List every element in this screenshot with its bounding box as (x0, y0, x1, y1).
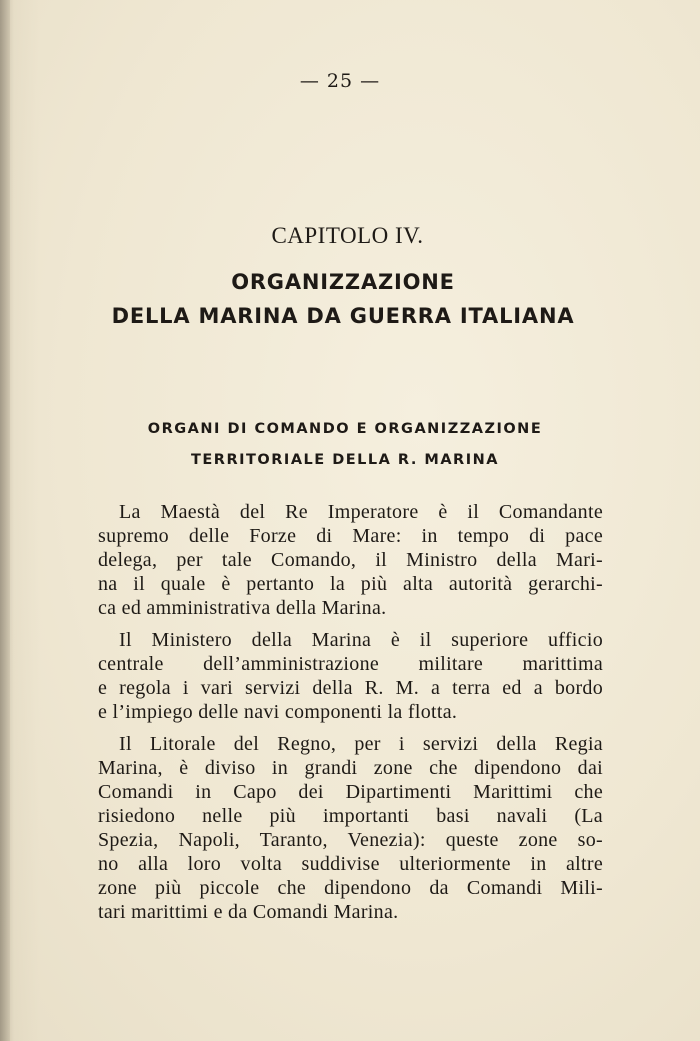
chapter-title-line: DELLA MARINA DA GUERRA ITALIANA (111, 304, 575, 328)
text-line: Comandi in Capo dei Dipartimenti Marittimi che (98, 781, 603, 803)
paragraph (98, 732, 603, 924)
section-heading-line: ORGANI DI COMANDO E ORGANIZZAZIONE (147, 421, 543, 437)
chapter-label: CAPITOLO IV. (271, 223, 424, 248)
text-line: e l’impiego delle navi componenti la flotta. (98, 701, 458, 723)
text-line: Marina, è diviso in grandi zone che dipendono dai (98, 757, 603, 779)
text-line: e regola i vari servizi della R. M. a terra ed a bordo (98, 677, 603, 699)
text-line: na il quale è pertanto la più alta autorità gerarchi- (98, 573, 603, 595)
chapter-title-line: ORGANIZZAZIONE (231, 270, 455, 294)
section-heading-line: TERRITORIALE DELLA R. MARINA (191, 452, 499, 468)
paragraph (98, 628, 603, 724)
body-text (98, 500, 603, 924)
section-heading (0, 414, 690, 476)
text-line: La Maestà del Re Imperatore è il Comandante (119, 501, 603, 523)
text-line: no alla loro volta suddivise ulteriormente in altre (98, 853, 603, 875)
chapter-title (0, 265, 686, 333)
text-line: risiedono nelle più importanti basi navali (La (98, 805, 603, 827)
text-line: tari marittimi e da Comandi Marina. (98, 901, 399, 923)
text-line: Il Ministero della Marina è il superiore ufficio (119, 629, 603, 651)
page-spine-shadow (0, 0, 10, 1041)
text-line: centrale dell’amministrazione militare marittima (98, 653, 603, 675)
text-line: Il Litorale del Regno, per i servizi della Regia (119, 733, 603, 755)
text-line: supremo delle Forze di Mare: in tempo di pace (98, 525, 603, 547)
text-line: Spezia, Napoli, Taranto, Venezia): queste zone so- (98, 829, 603, 851)
page-number: — 25 — (299, 70, 381, 92)
paragraph (98, 500, 603, 620)
text-line: delega, per tale Comando, il Ministro della Mari- (98, 549, 603, 571)
text-line: ca ed amministrativa della Marina. (98, 597, 387, 619)
text-line: zone più piccole che dipendono da Comandi Mili- (98, 877, 603, 899)
